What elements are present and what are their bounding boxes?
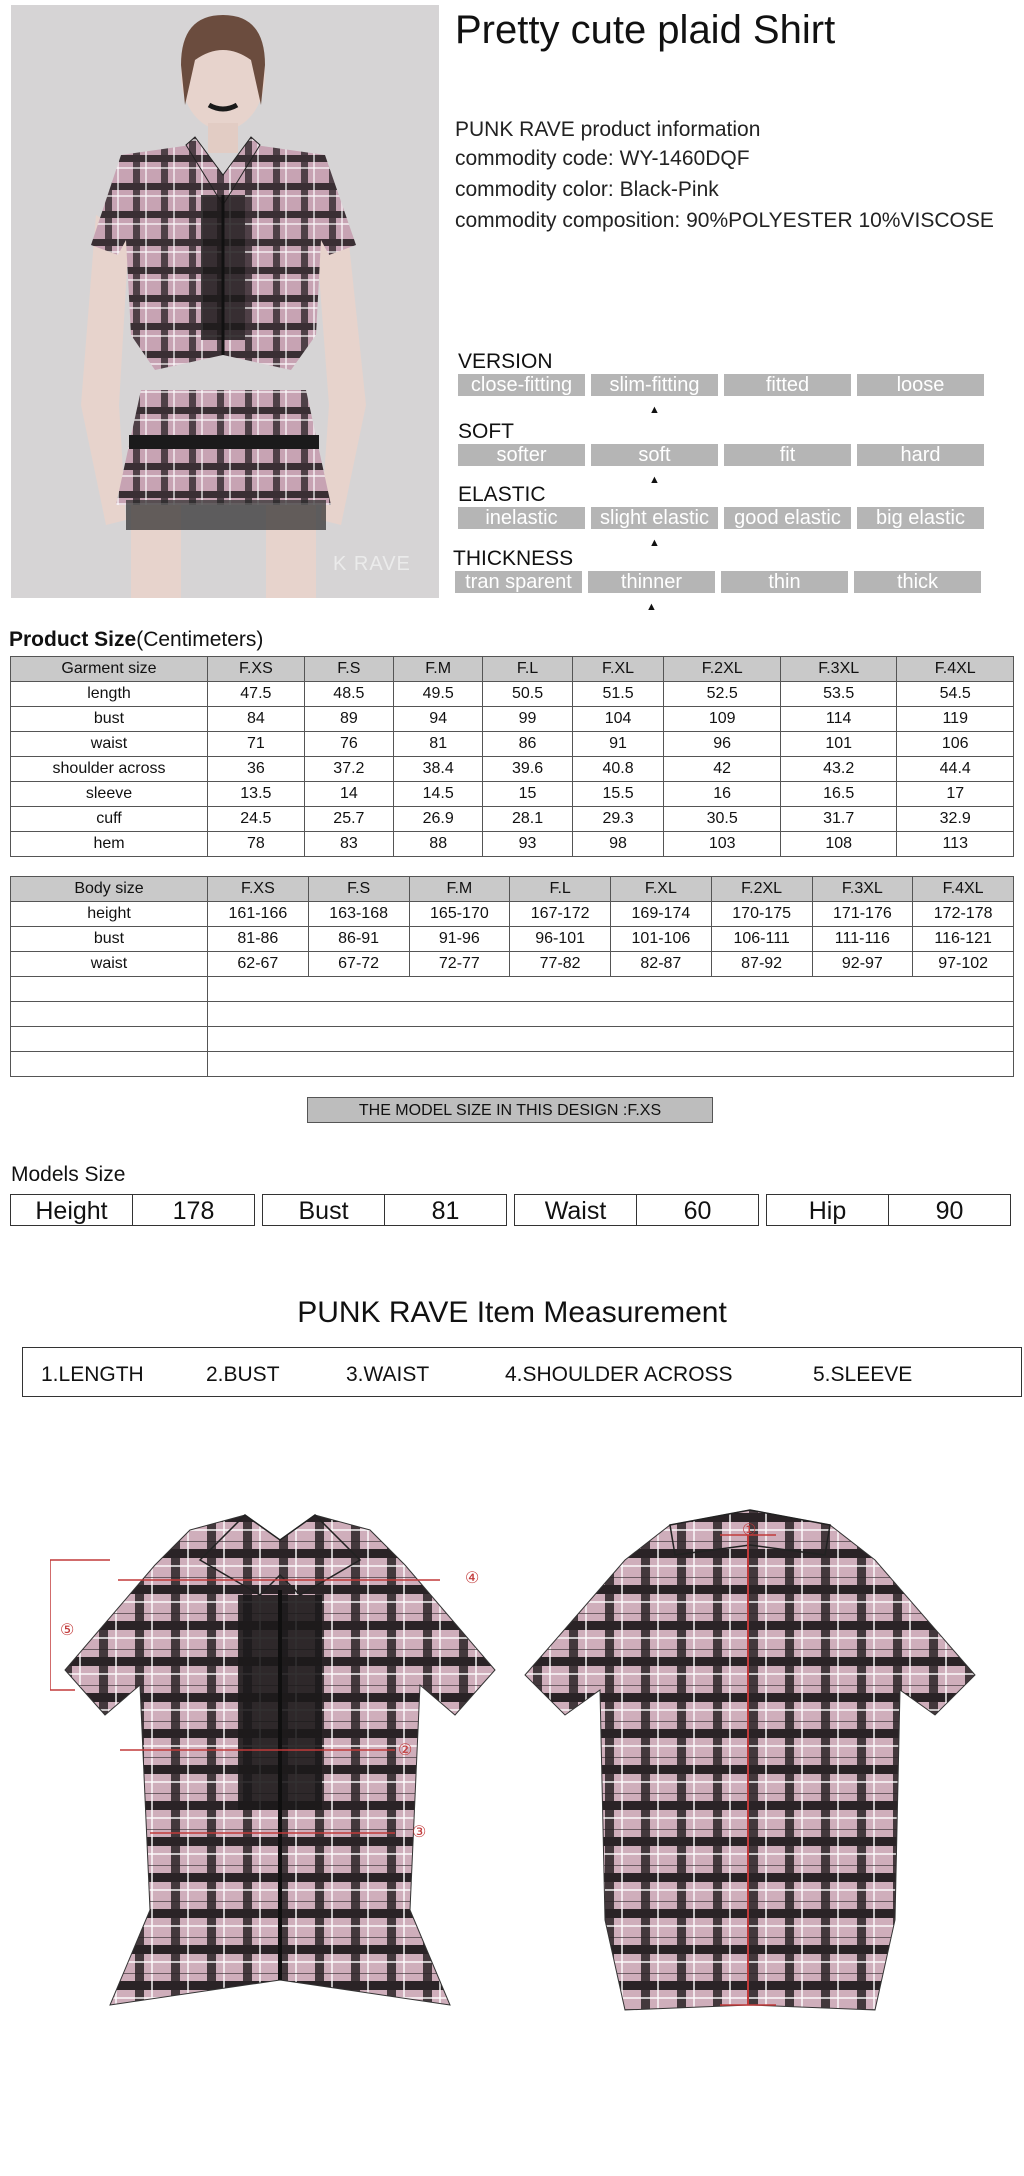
attr-option: good elastic (724, 507, 851, 529)
table-cell: 54.5 (897, 682, 1014, 707)
table-cell: 17 (897, 782, 1014, 807)
table-header-row (11, 657, 1014, 682)
table-row (11, 782, 1014, 807)
table-header-cell: F.XS (208, 657, 305, 682)
model-height (10, 1194, 255, 1226)
attr-option: close-fitting (458, 374, 585, 396)
measurement-item: 5.SLEEVE (813, 1363, 913, 1386)
table-cell: 48.5 (304, 682, 393, 707)
attr-row-elastic (458, 507, 984, 529)
table-cell: 169-174 (611, 902, 712, 927)
table-cell: 97-102 (913, 952, 1014, 977)
table-cell: 62-67 (208, 952, 309, 977)
table-empty-row (11, 1052, 1014, 1077)
table-cell: 99 (483, 707, 572, 732)
garment-size-table (10, 656, 1014, 857)
table-cell: 170-175 (711, 902, 812, 927)
attr-option: softer (458, 444, 585, 466)
table-cell: 84 (208, 707, 305, 732)
table-empty-row (11, 1002, 1014, 1027)
table-cell: shoulder across (11, 757, 208, 782)
table-cell: 109 (664, 707, 781, 732)
table-cell: 167-172 (510, 902, 611, 927)
table-row (11, 902, 1014, 927)
shirt-back-diagram (520, 1500, 1000, 2065)
table-cell: 91 (572, 732, 664, 757)
table-cell: 16 (664, 782, 781, 807)
product-photo (11, 5, 439, 598)
composition-label: commodity composition: (455, 209, 681, 232)
table-cell: 14 (304, 782, 393, 807)
composition-value: 90%POLYESTER 10%VISCOSE (686, 209, 994, 232)
table-header-cell: F.M (409, 877, 510, 902)
table-header-cell: F.3XL (780, 657, 897, 682)
table-cell: 26.9 (394, 807, 483, 832)
model-hip (766, 1194, 1011, 1226)
table-cell: 161-166 (208, 902, 309, 927)
shirt-front-diagram (50, 1500, 510, 2065)
table-header-cell: F.XL (572, 657, 664, 682)
table-cell: 113 (897, 832, 1014, 857)
table-cell: 88 (394, 832, 483, 857)
table-cell: 47.5 (208, 682, 305, 707)
measurement-item: 3.WAIST (346, 1363, 430, 1386)
product-size-heading (9, 628, 263, 652)
table-cell: 49.5 (394, 682, 483, 707)
table-cell: length (11, 682, 208, 707)
marker-bust: ② (398, 1742, 413, 1759)
table-cell: 96 (664, 732, 781, 757)
table-cell: 101 (780, 732, 897, 757)
table-cell: 96-101 (510, 927, 611, 952)
attr-row-soft (458, 444, 984, 466)
table-cell: 77-82 (510, 952, 611, 977)
product-size-title: Product Size (9, 628, 137, 651)
model-bust (262, 1194, 507, 1226)
table-cell: height (11, 902, 208, 927)
table-cell: sleeve (11, 782, 208, 807)
attr-label-version: VERSION (458, 350, 553, 373)
table-cell: 82-87 (611, 952, 712, 977)
table-cell: 111-116 (812, 927, 913, 952)
product-size-unit: (Centimeters) (136, 628, 264, 651)
table-header-cell: F.L (510, 877, 611, 902)
measurement-legend (22, 1347, 1022, 1397)
table-cell: 86 (483, 732, 572, 757)
table-row (11, 707, 1014, 732)
table-cell: 50.5 (483, 682, 572, 707)
table-cell: 98 (572, 832, 664, 857)
model-value: 178 (172, 1197, 215, 1225)
attr-option-selected: soft ▲ (591, 444, 718, 466)
table-header-cell: F.XL (611, 877, 712, 902)
table-header-cell: F.4XL (913, 877, 1014, 902)
attr-option: fit (724, 444, 851, 466)
table-row (11, 952, 1014, 977)
table-cell (11, 1052, 208, 1077)
table-header-cell: F.2XL (664, 657, 781, 682)
attr-label-thickness: THICKNESS (453, 547, 574, 570)
table-cell: 106 (897, 732, 1014, 757)
table-cell: 101-106 (611, 927, 712, 952)
info-heading: PUNK RAVE product information (455, 118, 761, 141)
watermark: K RAVE (333, 553, 411, 575)
attr-label-elastic: ELASTIC (458, 483, 546, 506)
table-cell (11, 1002, 208, 1027)
marker-shoulder: ④ (465, 1570, 480, 1587)
table-cell: 81 (394, 732, 483, 757)
table-cell: 92-97 (812, 952, 913, 977)
attr-option: thin (721, 571, 848, 593)
table-cell: 42 (664, 757, 781, 782)
table-header-cell: F.S (304, 657, 393, 682)
table-row (11, 832, 1014, 857)
table-cell: waist (11, 952, 208, 977)
attr-option: hard (857, 444, 984, 466)
table-cell: 93 (483, 832, 572, 857)
table-cell: 165-170 (409, 902, 510, 927)
table-header-row (11, 877, 1014, 902)
table-cell: 104 (572, 707, 664, 732)
model-size-note: THE MODEL SIZE IN THIS DESIGN :F.XS (307, 1097, 713, 1123)
table-cell: 81-86 (208, 927, 309, 952)
code-value: WY-1460DQF (619, 147, 750, 170)
table-header-cell: F.3XL (812, 877, 913, 902)
attr-option-selected: slight elastic ▲ (591, 507, 718, 529)
table-cell: 103 (664, 832, 781, 857)
table-cell: 108 (780, 832, 897, 857)
table-cell: 89 (304, 707, 393, 732)
table-cell: 37.2 (304, 757, 393, 782)
product-title: Pretty cute plaid Shirt (455, 8, 836, 52)
measurement-item: 2.BUST (206, 1363, 280, 1386)
table-cell: 31.7 (780, 807, 897, 832)
table-header-cell: F.2XL (711, 877, 812, 902)
table-cell: 71 (208, 732, 305, 757)
model-label: Waist (515, 1195, 637, 1225)
commodity-composition (455, 209, 994, 233)
commodity-code (455, 147, 750, 171)
table-cell: cuff (11, 807, 208, 832)
table-cell: waist (11, 732, 208, 757)
table-header-cell: F.L (483, 657, 572, 682)
attr-option: loose (857, 374, 984, 396)
table-cell: 39.6 (483, 757, 572, 782)
measurement-title: PUNK RAVE Item Measurement (297, 1296, 727, 1329)
attr-option-selected: slim-fitting ▲ (591, 374, 718, 396)
attr-label-soft: SOFT (458, 420, 514, 443)
table-cell: bust (11, 707, 208, 732)
model-value: 90 (935, 1197, 964, 1225)
table-cell: 15 (483, 782, 572, 807)
model-label: Bust (263, 1195, 385, 1225)
marker-waist: ③ (412, 1824, 427, 1841)
attr-option: thick (854, 571, 981, 593)
table-cell: 67-72 (308, 952, 409, 977)
models-size-title: Models Size (11, 1163, 126, 1186)
table-cell: 86-91 (308, 927, 409, 952)
body-size-table (10, 876, 1014, 1077)
attr-option: big elastic (857, 507, 984, 529)
table-cell (11, 1027, 208, 1052)
attr-option: tran sparent (455, 571, 582, 593)
table-cell: 24.5 (208, 807, 305, 832)
table-cell: 36 (208, 757, 305, 782)
table-cell: bust (11, 927, 208, 952)
table-header-cell: F.XS (208, 877, 309, 902)
measurement-item: 4.SHOULDER ACROSS (505, 1363, 733, 1386)
model-waist (514, 1194, 759, 1226)
table-cell: 106-111 (711, 927, 812, 952)
table-cell: 40.8 (572, 757, 664, 782)
table-cell: 78 (208, 832, 305, 857)
table-cell: 91-96 (409, 927, 510, 952)
model-label: Height (11, 1195, 133, 1225)
table-header-cell: F.S (308, 877, 409, 902)
table-cell (208, 1052, 1014, 1077)
table-cell: 163-168 (308, 902, 409, 927)
color-label: commodity color: (455, 178, 614, 201)
table-cell: 32.9 (897, 807, 1014, 832)
table-cell: 114 (780, 707, 897, 732)
table-cell: hem (11, 832, 208, 857)
table-cell: 94 (394, 707, 483, 732)
model-value: 60 (683, 1197, 712, 1225)
table-cell: 30.5 (664, 807, 781, 832)
table-cell: 13.5 (208, 782, 305, 807)
table-cell: 119 (897, 707, 1014, 732)
code-label: commodity code: (455, 147, 614, 170)
table-cell: 25.7 (304, 807, 393, 832)
attr-option: fitted (724, 374, 851, 396)
table-row (11, 927, 1014, 952)
table-header-cell: Garment size (11, 657, 208, 682)
table-cell: 72-77 (409, 952, 510, 977)
table-cell (11, 977, 208, 1002)
model-value: 81 (431, 1197, 460, 1225)
table-cell: 14.5 (394, 782, 483, 807)
table-cell: 29.3 (572, 807, 664, 832)
table-header-cell: F.4XL (897, 657, 1014, 682)
table-row (11, 682, 1014, 707)
table-cell: 15.5 (572, 782, 664, 807)
measurement-item: 1.LENGTH (41, 1363, 144, 1386)
table-cell: 38.4 (394, 757, 483, 782)
table-cell: 76 (304, 732, 393, 757)
table-cell: 83 (304, 832, 393, 857)
marker-length: ① (742, 1522, 757, 1539)
table-cell (208, 977, 1014, 1002)
table-empty-row (11, 977, 1014, 1002)
table-cell (208, 1027, 1014, 1052)
color-value: Black-Pink (619, 178, 719, 201)
table-cell: 16.5 (780, 782, 897, 807)
table-header-cell: F.M (394, 657, 483, 682)
table-row (11, 757, 1014, 782)
table-cell: 28.1 (483, 807, 572, 832)
table-empty-row (11, 1027, 1014, 1052)
attr-row-thickness (455, 571, 981, 593)
table-row (11, 807, 1014, 832)
table-cell: 52.5 (664, 682, 781, 707)
commodity-color (455, 178, 719, 202)
table-cell: 43.2 (780, 757, 897, 782)
table-cell (208, 1002, 1014, 1027)
table-cell: 53.5 (780, 682, 897, 707)
table-header-cell: Body size (11, 877, 208, 902)
table-cell: 87-92 (711, 952, 812, 977)
model-label: Hip (767, 1195, 889, 1225)
attr-row-version (458, 374, 984, 396)
table-cell: 51.5 (572, 682, 664, 707)
table-cell: 171-176 (812, 902, 913, 927)
table-row (11, 732, 1014, 757)
table-cell: 172-178 (913, 902, 1014, 927)
table-cell: 116-121 (913, 927, 1014, 952)
models-size-row (10, 1194, 1011, 1226)
attr-option-selected: thinner ▲ (588, 571, 715, 593)
table-cell: 44.4 (897, 757, 1014, 782)
marker-sleeve: ⑤ (60, 1622, 75, 1639)
attr-option: inelastic (458, 507, 585, 529)
